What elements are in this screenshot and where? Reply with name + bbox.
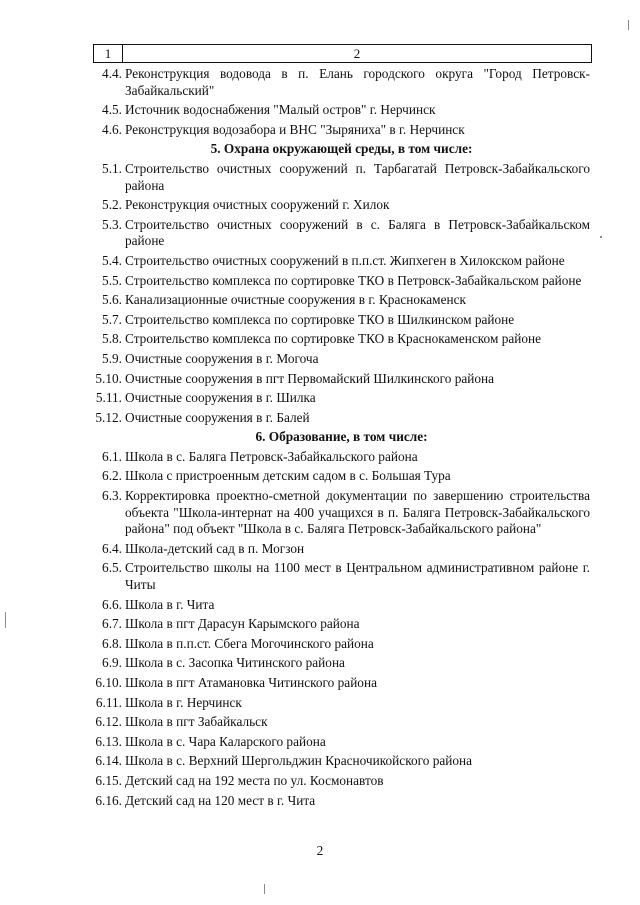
item-number: 6.3. <box>102 488 122 504</box>
list-item <box>0 371 640 388</box>
list-item <box>0 331 640 348</box>
item-number: 4.6. <box>102 121 122 137</box>
item-number: 6.5. <box>102 560 122 576</box>
item-text: Школа в г. Чита <box>125 596 215 612</box>
scan-mark <box>628 20 629 30</box>
item-text: Очистные сооружения в пгт Первомайский Шилкинского района <box>125 370 495 386</box>
section-heading <box>0 429 640 446</box>
list-item <box>0 793 640 810</box>
item-text: Реконструкция очистных сооружений г. Хилок <box>125 197 390 213</box>
item-text: Очистные сооружения в г. Балей <box>125 409 310 425</box>
item-text: Очистные сооружения в г. Шилка <box>125 390 316 406</box>
section-title: 5. Охрана окружающей среды, в том числе: <box>210 141 473 157</box>
item-text: Строительство школы на 1100 мест в Центральном административном районе г. Читы <box>125 560 590 593</box>
item-number: 6.7. <box>102 616 122 632</box>
list-item <box>0 655 640 672</box>
section-heading <box>0 141 640 158</box>
item-text: Очистные сооружения в г. Могоча <box>125 350 319 366</box>
item-number: 5.12. <box>95 409 122 425</box>
item-text: Школа в пгт Дарасун Карымского района <box>125 616 360 632</box>
item-number: 6.9. <box>102 655 122 671</box>
list-item <box>0 468 640 485</box>
item-text: Детский сад на 120 мест в г. Чита <box>125 792 316 808</box>
item-text: Школа в пгт Забайкальск <box>125 714 268 730</box>
item-number: 5.11. <box>95 390 122 406</box>
item-text: Реконструкция водозабора и ВНС "Зыряниха" в г. Нерчинск <box>125 121 465 137</box>
list-item <box>0 773 640 790</box>
list-item <box>0 410 640 427</box>
item-text: Строительство очистных сооружений в с. Баляга в Петровск-Забайкальском районе <box>125 216 590 249</box>
item-number: 5.2. <box>102 197 122 213</box>
item-number: 6.10. <box>95 675 122 690</box>
item-number: 5.10. <box>95 370 122 386</box>
item-number: 4.4. <box>102 66 122 81</box>
list-item <box>0 488 640 538</box>
item-text: Строительство очистных сооружений п. Тарбагатай Петровск-Забайкальского района <box>125 160 590 193</box>
column-header-2: 2 <box>353 46 361 61</box>
item-number: 6.13. <box>95 733 122 749</box>
list-item <box>0 560 640 593</box>
page-number: 2 <box>316 843 324 858</box>
column-header-1: 1 <box>94 45 123 62</box>
item-number: 5.1. <box>102 160 122 176</box>
item-text: Школа-детский сад в п. Могзон <box>125 540 305 556</box>
scan-mark <box>5 612 6 628</box>
item-text: Школа в с. Баляга Петровск-Забайкальского района <box>125 448 418 464</box>
item-number: 5.5. <box>102 272 122 288</box>
item-text: Школа в г. Нерчинск <box>125 694 242 710</box>
item-number: 6.14. <box>95 753 122 769</box>
item-number: 6.16. <box>95 792 122 808</box>
item-text: Школа в с. Верхний Шергольджин Красночикойского района <box>125 753 473 769</box>
list-item <box>0 273 640 290</box>
list-item <box>0 161 640 194</box>
item-number: 5.6. <box>102 292 122 308</box>
list-item <box>0 753 640 770</box>
item-number: 5.3. <box>102 216 122 232</box>
item-text: Строительство комплекса по сортировке ТКО в Краснокаменском районе <box>125 331 542 347</box>
list-item <box>0 312 640 329</box>
item-text: Канализационные очистные сооружения в г. Краснокаменск <box>125 292 466 308</box>
item-text: Детский сад на 192 места по ул. Космонавтов <box>125 772 384 788</box>
item-number: 6.11. <box>95 694 122 710</box>
item-number: 6.15. <box>95 772 122 788</box>
item-text: Реконструкция водовода в п. Елань городского округа "Город Петровск-Забайкальский" <box>125 66 590 98</box>
list-item <box>0 66 640 99</box>
scan-mark <box>600 236 602 238</box>
item-list <box>0 66 640 812</box>
list-item <box>0 734 640 751</box>
scan-mark <box>264 884 265 894</box>
section-title: 6. Образование, в том числе: <box>255 429 428 445</box>
item-text: Школа в п.п.ст. Сбега Могочинского района <box>125 635 374 651</box>
column-header-table <box>93 44 592 63</box>
list-item <box>0 102 640 119</box>
list-item <box>0 122 640 139</box>
item-number: 4.5. <box>102 102 122 118</box>
list-item <box>0 217 640 250</box>
item-number: 5.9. <box>102 350 122 366</box>
list-item <box>0 197 640 214</box>
item-number: 5.7. <box>102 311 122 327</box>
item-number: 6.4. <box>102 540 122 556</box>
list-item <box>0 292 640 309</box>
list-item <box>0 541 640 558</box>
item-text: Школа в с. Засопка Читинского района <box>125 655 345 671</box>
item-number: 6.1. <box>102 448 122 464</box>
item-number: 6.12. <box>95 714 122 730</box>
item-number: 6.2. <box>102 468 122 484</box>
item-number: 6.8. <box>102 635 122 651</box>
list-item <box>0 714 640 731</box>
item-text: Школа с пристроенным детским садом в с. Большая Тура <box>125 468 451 484</box>
item-text: Строительство очистных сооружений в п.п.ст. Жипхеген в Хилокском районе <box>125 252 565 268</box>
item-number: 5.4. <box>102 252 122 268</box>
list-item <box>0 449 640 466</box>
list-item <box>0 390 640 407</box>
item-number: 5.8. <box>102 331 122 347</box>
list-item <box>0 616 640 633</box>
list-item <box>0 253 640 270</box>
list-item <box>0 675 640 692</box>
item-text: Источник водоснабжения "Малый остров" г. Нерчинск <box>125 102 436 118</box>
item-text: Строительство комплекса по сортировке ТКО в Шилкинском районе <box>125 311 515 327</box>
list-item <box>0 695 640 712</box>
item-number: 6.6. <box>102 596 122 612</box>
item-text: Школа в с. Чара Каларского района <box>125 733 326 749</box>
item-text: Корректировка проектно-сметной документации по завершению строительства объекта "Школа-интернат на 400 учащихся в п. Баляга Петровск-Забайкальского района" под объект "Школа в с. Баляга Петровск-Забайкальского района" <box>125 488 590 537</box>
list-item <box>0 597 640 614</box>
item-text: Строительство комплекса по сортировке ТКО в Петровск-Забайкальском районе <box>125 272 582 288</box>
list-item <box>0 636 640 653</box>
list-item <box>0 351 640 368</box>
item-text: Школа в пгт Атамановка Читинского района <box>125 675 377 690</box>
